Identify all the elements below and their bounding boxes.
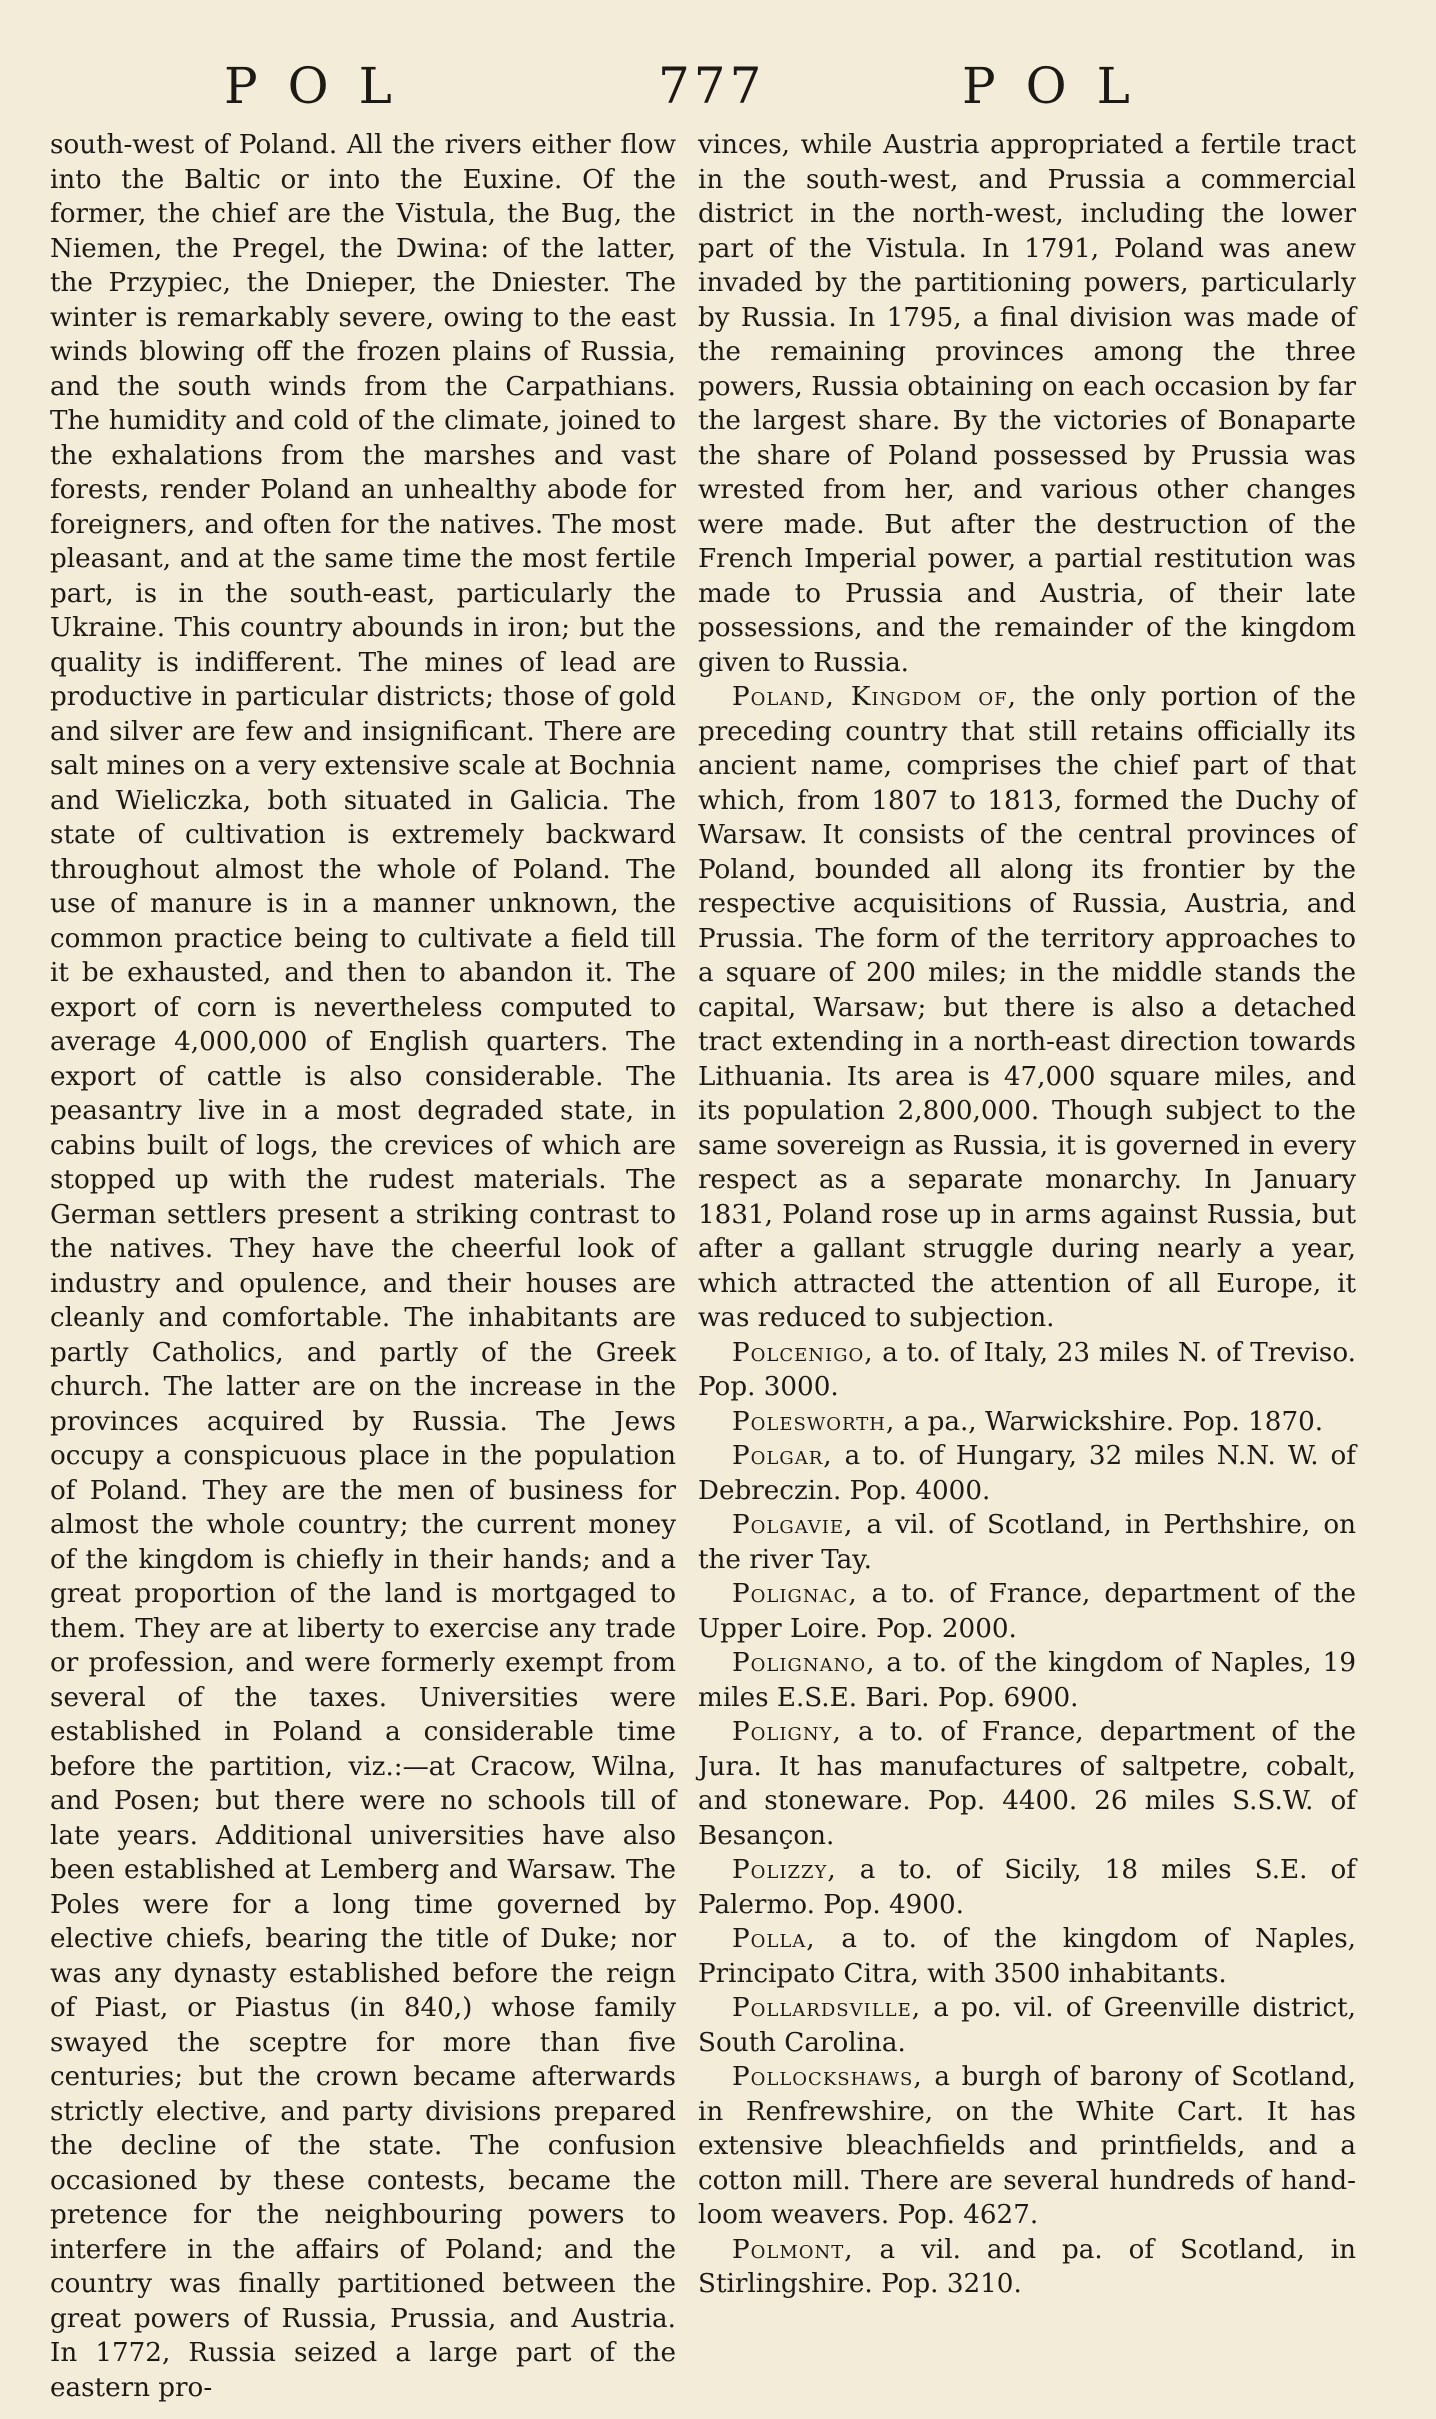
entry-text: a to. of Italy, 23 miles N. of Treviso. Pop. 3000. [698, 1337, 1356, 1402]
entry-headword: Poland, Kingdom of, [732, 682, 1017, 712]
entry-headword: Polignano, [732, 1648, 876, 1678]
entry [698, 2060, 1356, 2233]
entry-headword: Polesworth, [732, 1406, 896, 1437]
entry-text: a to. of Sicily, 18 miles S.E. of Palermo. Pop. 4900. [698, 1855, 1356, 1920]
entry-text: the only portion of the preceding country that still retains officially its ancient name, comprises the chief part of that which, from 1807 to 1813, formed the Duchy of Warsaw. It consists of the central provinces of Poland, bounded all along its frontier by the respective acquisitions of Russia, Austria, and Prussia. The form of the territory approaches to a square of 200 miles; in the middle stands the capital, Warsaw; but there is also a detached tract extending in a north-east direction towards Lithuania. Its area is 47,000 square miles, and its population 2,800,000. Though subject to the same sovereign as Russia, it is governed in every respect as a separate monarchy. In January 1831, Poland rose up in arms against Russia, but after a gallant struggle during nearly a year, which attracted the attention of all Europe, it was reduced to subjection. [698, 682, 1356, 1333]
entry-headword: Polgavie, [732, 1510, 854, 1540]
left-column [50, 128, 676, 2405]
entry [698, 1508, 1356, 1577]
entry [698, 1922, 1356, 1991]
entry-headword: Pollockshaws, [732, 2062, 923, 2092]
entry-headword: Polgar, [732, 1441, 833, 1471]
right-column [698, 128, 1356, 2302]
entry [698, 1646, 1356, 1715]
entry [698, 1439, 1356, 1508]
entry [698, 1405, 1356, 1440]
header-right-keyword: POL [962, 57, 1160, 115]
entry-text: a to. of the kingdom of Naples, Principato Citra, with 3500 inhabitants. [698, 1924, 1356, 1989]
poland-article-continuation: south-west of Poland. All the rivers either flow into the Baltic or into the Euxine. Of the former, the chief are the Vistula, the Bug, the Niemen, the Pregel, the Dwina: of the latter, the Przypiec, the Dnieper, the Dniester. The winter is remarkably severe, owing to the east winds blowing off the frozen plains of Russia, and the south winds from the Carpathians. The humidity and cold of the climate, joined to the exhalations from the marshes and vast forests, render Poland an unhealthy abode for foreigners, and often for the natives. The most pleasant, and at the same time the most fertile part, is in the south-east, particularly the Ukraine. This country abounds in iron; but the quality is indifferent. The mines of lead are productive in particular districts; those of gold and silver are few and insignificant. There are salt mines on a very extensive scale at Bochnia and Wieliczka, both situated in Galicia. The state of cultivation is extremely backward throughout almost the whole of Poland. The use of manure is in a manner unknown, the common practice being to cultivate a field till it be exhausted, and then to abandon it. The export of corn is nevertheless computed to average 4,000,000 of English quarters. The export of cattle is also considerable. The peasantry live in a most degraded state, in cabins built of logs, the crevices of which are stopped up with the rudest materials. The German settlers present a striking contrast to the natives. They have the cheerful look of industry and opulence, and their houses are cleanly and comfortable. The inhabitants are partly Catholics, and partly of the Greek church. The latter are on the increase in the provinces acquired by Russia. The Jews occupy a conspicuous place in the population of Poland. They are the men of business for almost the whole country; the current money of the kingdom is chiefly in their hands; and a great proportion of the land is mortgaged to them. They are at liberty to exercise any trade or profession, and were formerly exempt from several of the taxes. Universities were established in Poland a considerable time before the partition, viz.:—at Cracow, Wilna, and Posen; but there were no schools till of late years. Additional universities have also been established at Lemberg and Warsaw. The Poles were for a long time governed by elective chiefs, bearing the title of Duke; nor was any dynasty established before the reign of Piast, or Piastus (in 840,) whose family swayed the sceptre for more than five centuries; but the crown became afterwards strictly elective, and party divisions prepared the decline of the state. The confusion occasioned by these contests, became the pretence for the neighbouring powers to interfere in the affairs of Poland; and the country was finally partitioned between the great powers of Russia, Prussia, and Austria. In 1772, Russia seized a large part of the eastern pro- [50, 130, 676, 2403]
entry-headword: Polmont, [732, 2234, 854, 2265]
entry-text: a to. of France, department of the Upper Loire. Pop. 2000. [698, 1579, 1356, 1644]
page-number: 777 [658, 57, 766, 115]
entry [698, 680, 1356, 1336]
poland-history-continuation: vinces, while Austria appropriated a fertile tract in the south-west, and Prussia a commercial district in the north-west, including the lower part of the Vistula. In 1791, Poland was anew invaded by the partitioning powers, particularly by Russia. In 1795, a final division was made of the remaining provinces among the three powers, Russia obtaining on each occasion by far the largest share. By the victories of Bonaparte the share of Poland possessed by Prussia was wrested from her, and various other changes were made. But after the destruction of the French Imperial power, a partial restitution was made to Prussia and Austria, of their late possessions, and the remainder of the kingdom given to Russia. [698, 130, 1356, 678]
entry [698, 2233, 1356, 2302]
entry-text: a vil. of Scotland, in Perthshire, on the river Tay. [698, 1510, 1356, 1575]
header-left-keyword: POL [224, 57, 422, 115]
entry-headword: Polla, [732, 1924, 816, 1954]
entry-text: a to. of France, department of the Jura. It has manufactures of saltpetre, cobalt, and stoneware. Pop. 4400. 26 miles S.S.W. of Besançon. [698, 1717, 1356, 1851]
entry-text: a vil. and pa. of Scotland, in Stirlingshire. Pop. 3210. [698, 2234, 1356, 2299]
page-header [210, 56, 1230, 126]
entry-headword: Pollardsville, [732, 1993, 922, 2023]
entry-text: a po. vil. of Greenville district, South Carolina. [698, 1993, 1356, 2058]
entry-headword: Polignac, [732, 1579, 858, 1609]
entry-text: a to. of the kingdom of Naples, 19 miles E.S.E. Bari. Pop. 6900. [698, 1648, 1356, 1713]
entry [698, 1336, 1356, 1405]
entry-headword: Polizzy, [732, 1855, 837, 1885]
entry-text: a burgh of barony of Scotland, in Renfrewshire, on the White Cart. It has extensive bleachfields and printfields, and a cotton mill. There are several hundreds of hand-loom weavers. Pop. 4627. [698, 2062, 1356, 2230]
entry-text: a to. of Hungary, 32 miles N.N. W. of Debreczin. Pop. 4000. [698, 1441, 1356, 1506]
entry [698, 1853, 1356, 1922]
entry-text: a pa., Warwickshire. Pop. 1870. [895, 1406, 1324, 1437]
entry-headword: Poligny, [732, 1717, 842, 1747]
entry [698, 1577, 1356, 1646]
entry-headword: Polcenigo, [732, 1337, 874, 1368]
entry [698, 1991, 1356, 2060]
entry [698, 1715, 1356, 1853]
